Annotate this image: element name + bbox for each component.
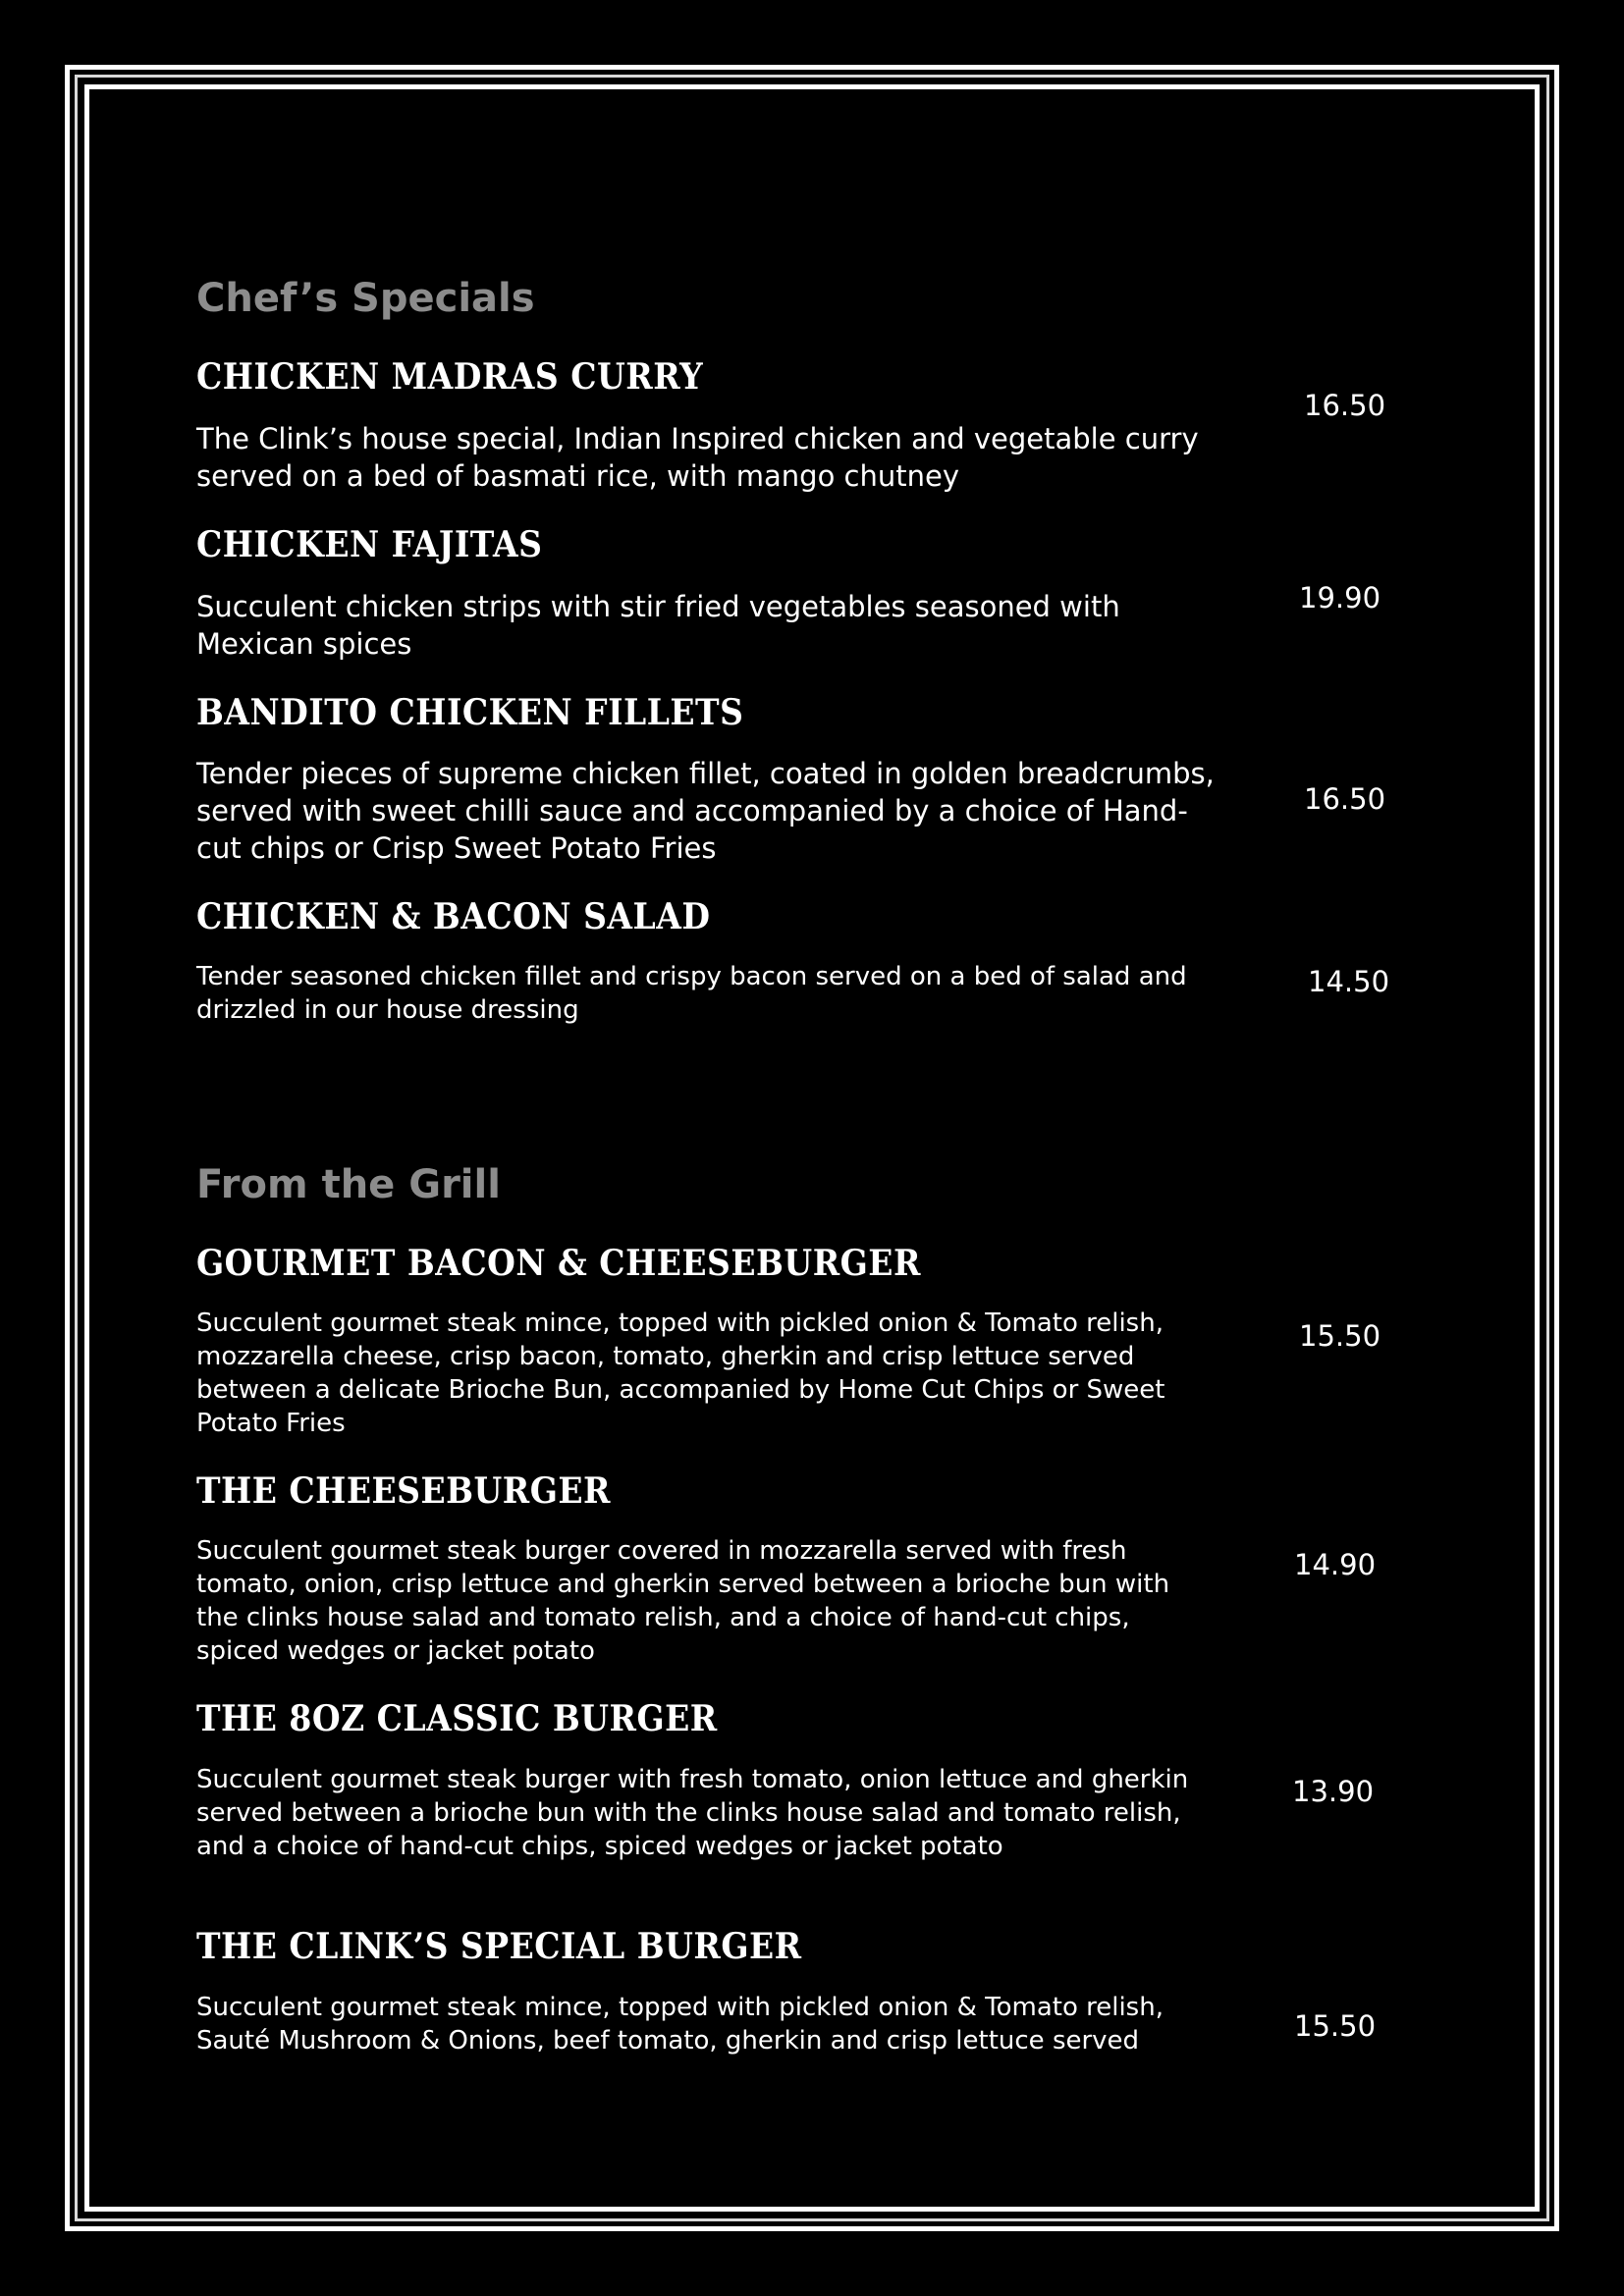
- menu-item-price: 19.90: [1299, 581, 1381, 614]
- menu-item-price: 14.50: [1308, 965, 1390, 998]
- menu-item-price: 13.90: [1292, 1775, 1375, 1808]
- menu-item-name: THE CLINK’S SPECIAL BURGER: [196, 1925, 802, 1967]
- menu-item-description: Succulent gourmet steak burger covered in mozzarella served with fresh tomato, onion, crisp lettuce and gherkin served between a brioche bun with the clinks house salad and tomato relish, and a choice of hand-cut chips, spiced wedges or jacket potato: [196, 1536, 1170, 1666]
- section-title-from-the-grill: From the Grill: [196, 1162, 501, 1207]
- menu-item-description: Succulent gourmet steak mince, topped with pickled onion & Tomato relish, mozzarella cheese, crisp bacon, tomato, gherkin and crisp lettuce served between a delicate Brioche Bun, accompanied by Home Cut Chips or Sweet Potato Fries: [196, 1308, 1165, 1438]
- menu-item-name: CHICKEN FAJITAS: [196, 523, 543, 565]
- menu-item-price: 16.50: [1304, 389, 1386, 422]
- menu-item-description: The Clink’s house special, Indian Inspired chicken and vegetable curry served on a bed of basmati rice, with mango chutney: [196, 422, 1199, 493]
- menu-item-price: 15.50: [1294, 2009, 1377, 2043]
- menu-item-name: BANDITO CHICKEN FILLETS: [196, 691, 744, 733]
- menu-item-name: GOURMET BACON & CHEESEBURGER: [196, 1242, 921, 1284]
- menu-item-description: Succulent gourmet steak mince, topped with pickled onion & Tomato relish, Sauté Mushroom & Onions, beef tomato, gherkin and crisp lettuce served: [196, 1993, 1164, 2056]
- menu-item-description: Succulent gourmet steak burger with fresh tomato, onion lettuce and gherkin served between a brioche bun with the clinks house salad and tomato relish, and a choice of hand-cut chips, spiced wedges or jacket potato: [196, 1765, 1189, 1861]
- menu-item-price: 16.50: [1304, 782, 1386, 816]
- menu-item-description: Tender seasoned chicken fillet and crispy bacon served on a bed of salad and drizzled in our house dressing: [196, 962, 1187, 1025]
- menu-item-description: Succulent chicken strips with stir fried vegetables seasoned with Mexican spices: [196, 590, 1120, 661]
- section-title-chefs-specials: Chef’s Specials: [196, 276, 535, 321]
- menu-item-name: THE CHEESEBURGER: [196, 1469, 611, 1512]
- menu-item-description: Tender pieces of supreme chicken fillet, coated in golden breadcrumbs, served with sweet chilli sauce and accompanied by a choice of Hand-cut chips or Crisp Sweet Potato Fries: [196, 757, 1215, 865]
- menu-item-price: 14.90: [1294, 1548, 1377, 1581]
- menu-item-name: CHICKEN MADRAS CURRY: [196, 355, 704, 398]
- menu-item-name: CHICKEN & BACON SALAD: [196, 895, 711, 937]
- menu-item-name: THE 8OZ CLASSIC BURGER: [196, 1697, 718, 1739]
- menu-item-price: 15.50: [1299, 1319, 1381, 1353]
